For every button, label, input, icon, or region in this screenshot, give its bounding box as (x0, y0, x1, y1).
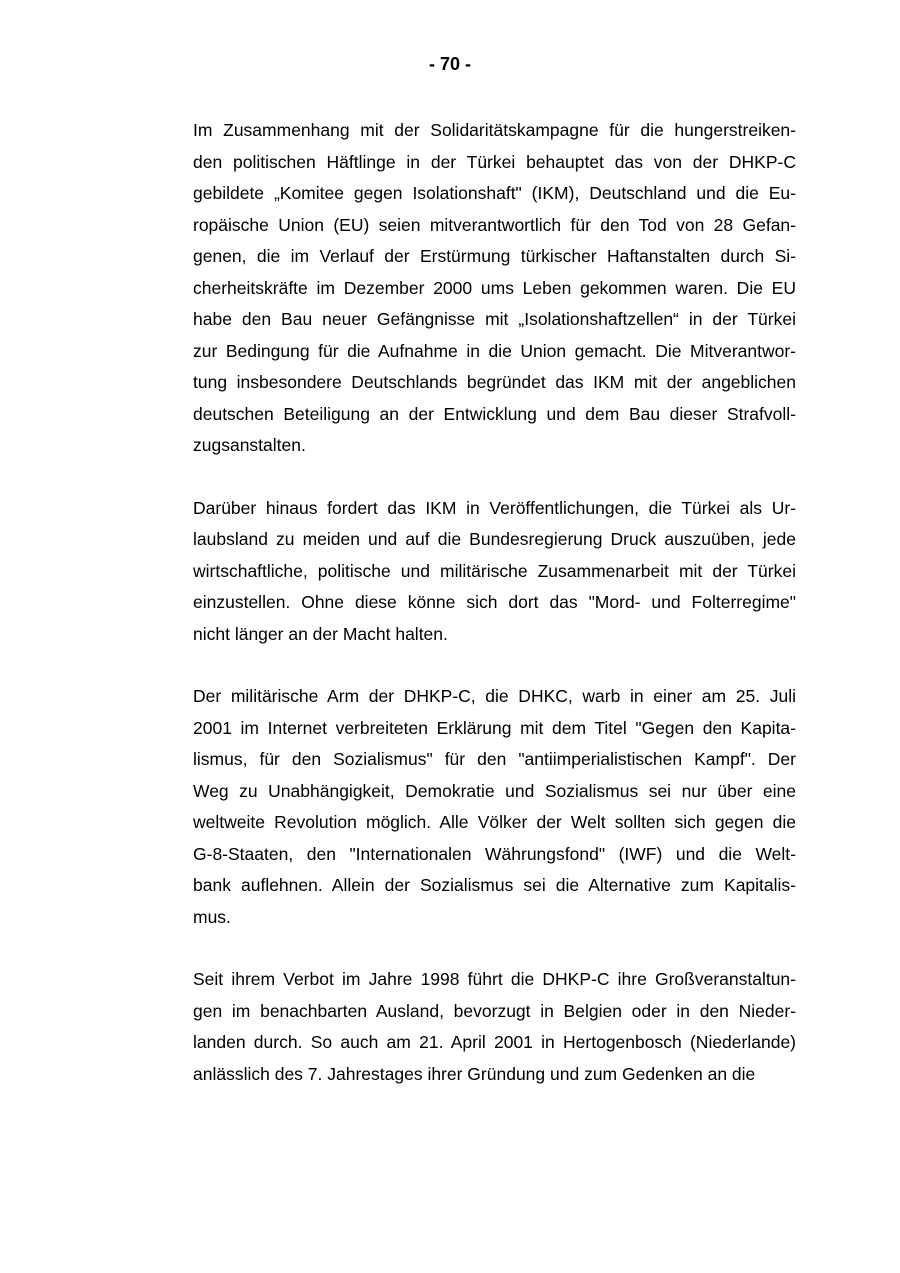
paragraph-2 (193, 493, 796, 651)
text-line: Seit ihrem Verbot im Jahre 1998 führt die DHKP-C ihre Großveranstaltun- (193, 969, 796, 989)
text-line: cherheitskräfte im Dezember 2000 ums Leben gekommen waren. Die EU (193, 277, 796, 298)
paragraph-3 (193, 681, 796, 933)
text-line: Weg zu Unabhängigkeit, Demokratie und Sozialismus sei nur über eine (193, 780, 796, 801)
text-line: gen im benachbarten Ausland, bevorzugt in Belgien oder in den Nieder- (193, 1000, 796, 1021)
text-line: genen, die im Verlauf der Erstürmung türkischer Haftanstalten durch Si- (193, 246, 796, 266)
text-line: den politischen Häftlinge in der Türkei behauptet das von der DHKP-C (193, 151, 796, 172)
text-line: Im Zusammenhang mit der Solidaritätskampagne für die hungerstreiken- (193, 120, 796, 140)
text-line: zur Bedingung für die Aufnahme in die Union gemacht. Die Mitverantwor- (193, 340, 796, 361)
page-number: - 70 - (428, 54, 471, 74)
text-line: landen durch. So auch am 21. April 2001 in Hertogenbosch (Niederlande) (193, 1032, 796, 1052)
text-line: einzustellen. Ohne diese könne sich dort das "Mord- und Folterregime" (193, 592, 796, 612)
text-line: zugsanstalten. (193, 435, 306, 455)
text-line: nicht länger an der Macht halten. (193, 623, 448, 644)
text-line: habe den Bau neuer Gefängnisse mit „Isolationshaftzellen“ in der Türkei (193, 309, 796, 329)
body-text (193, 115, 796, 1121)
text-line: ropäische Union (EU) seien mitverantwortlich für den Tod von 28 Gefan- (193, 214, 796, 235)
text-line: wirtschaftliche, politische und militärische Zusammenarbeit mit der Türkei (193, 560, 796, 581)
text-line: laubsland zu meiden und auf die Bundesregierung Druck auszuüben, jede (193, 529, 796, 549)
text-line: weltweite Revolution möglich. Alle Völker der Welt sollten sich gegen die (193, 812, 796, 832)
text-line: 2001 im Internet verbreiteten Erklärung mit dem Titel "Gegen den Kapita- (193, 717, 796, 738)
text-line: lismus, für den Sozialismus" für den "antiimperialistischen Kampf". Der (193, 749, 796, 769)
text-line: mus. (193, 906, 231, 927)
text-line: deutschen Beteiligung an der Entwicklung und dem Bau dieser Strafvoll- (193, 403, 796, 424)
text-line: Darüber hinaus fordert das IKM in Veröffentlichungen, die Türkei als Ur- (193, 497, 796, 518)
text-line: bank auflehnen. Allein der Sozialismus sei die Alternative zum Kapitalis- (193, 875, 796, 895)
text-line: anlässlich des 7. Jahrestages ihrer Gründung und zum Gedenken an die (193, 1063, 756, 1084)
text-line: G-8-Staaten, den "Internationalen Währungsfond" (IWF) und die Welt- (193, 843, 796, 864)
paragraph-1 (193, 115, 796, 462)
text-line: tung insbesondere Deutschlands begründet das IKM mit der angeblichen (193, 372, 796, 392)
text-line: Der militärische Arm der DHKP-C, die DHKC, warb in einer am 25. Juli (193, 686, 796, 706)
text-line: gebildete „Komitee gegen Isolationshaft" (IKM), Deutschland und die Eu- (193, 183, 796, 203)
paragraph-4 (193, 964, 796, 1090)
